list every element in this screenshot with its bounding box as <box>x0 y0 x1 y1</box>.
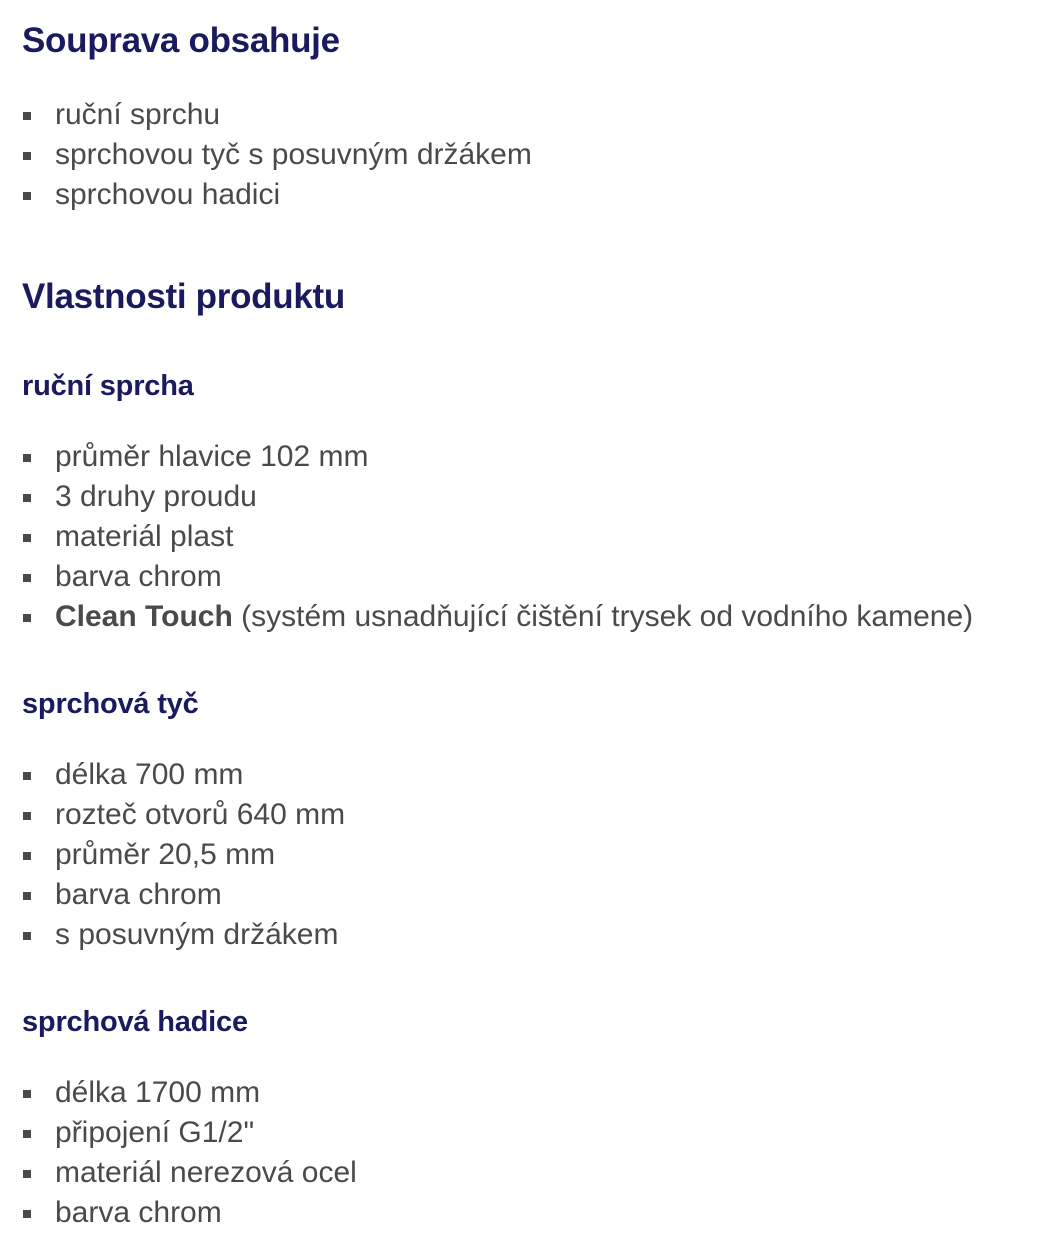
hand-shower-heading: ruční sprcha <box>22 370 194 402</box>
square-bullet-icon <box>23 1090 31 1098</box>
shower-bar-list <box>0 755 345 955</box>
square-bullet-icon <box>23 772 31 780</box>
square-bullet-icon <box>23 454 31 462</box>
clean-touch-description: (systém usnadňující čištění trysek od vodního kamene) <box>232 600 974 633</box>
list-item: ruční sprchu <box>0 95 532 135</box>
shower-hose-heading: sprchová hadice <box>22 1006 248 1038</box>
square-bullet-icon <box>23 534 31 542</box>
list-item: 3 druhy proudu <box>0 477 973 517</box>
square-bullet-icon <box>23 1130 31 1138</box>
square-bullet-icon <box>23 852 31 860</box>
set-contents-heading: Souprava obsahuje <box>22 21 340 60</box>
square-bullet-icon <box>23 574 31 582</box>
list-item: sprchovou tyč s posuvným držákem <box>0 135 532 175</box>
list-item: rozteč otvorů 640 mm <box>0 795 345 835</box>
list-item: materiál plast <box>0 517 973 557</box>
square-bullet-icon <box>23 1210 31 1218</box>
list-item: délka 1700 mm <box>0 1073 357 1113</box>
square-bullet-icon <box>23 152 31 160</box>
shower-hose-list <box>0 1073 357 1233</box>
square-bullet-icon <box>23 1170 31 1178</box>
properties-heading: Vlastnosti produktu <box>22 277 345 316</box>
square-bullet-icon <box>23 112 31 120</box>
square-bullet-icon <box>23 812 31 820</box>
square-bullet-icon <box>23 892 31 900</box>
hand-shower-list <box>0 437 973 637</box>
list-item: barva chrom <box>0 875 345 915</box>
square-bullet-icon <box>23 614 31 622</box>
list-item: délka 700 mm <box>0 755 345 795</box>
list-item: s posuvným držákem <box>0 915 345 955</box>
set-contents-list <box>0 95 532 215</box>
list-item: připojení G1/2" <box>0 1113 357 1153</box>
square-bullet-icon <box>23 192 31 200</box>
list-item: průměr hlavice 102 mm <box>0 437 973 477</box>
list-item: sprchovou hadici <box>0 175 532 215</box>
list-item: barva chrom <box>0 1193 357 1233</box>
square-bullet-icon <box>23 494 31 502</box>
list-item: materiál nerezová ocel <box>0 1153 357 1193</box>
square-bullet-icon <box>23 932 31 940</box>
clean-touch-name: Clean Touch <box>55 600 233 633</box>
list-item-clean-touch <box>0 597 973 637</box>
list-item: průměr 20,5 mm <box>0 835 345 875</box>
shower-bar-heading: sprchová tyč <box>22 688 199 720</box>
list-item: barva chrom <box>0 557 973 597</box>
